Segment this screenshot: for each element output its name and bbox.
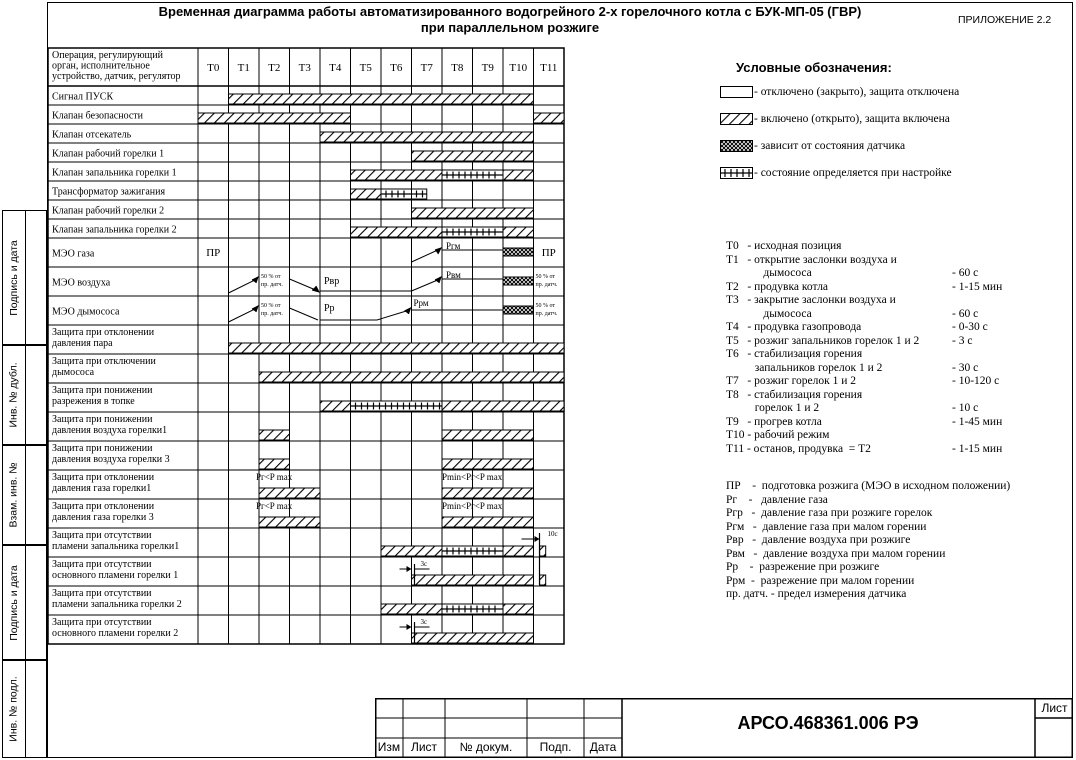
header-label-line: устройство, датчик, регулятор [52, 71, 181, 82]
timing-duration: - 0-30 с [952, 321, 988, 333]
timing-step: горелок 1 и 2 [726, 402, 820, 414]
timing-item [726, 362, 1066, 376]
meo-air-rise-head [252, 277, 258, 283]
pressure-item: Pвр - давление воздуха при розжиге [726, 534, 911, 546]
column-header-t1: T1 [237, 62, 250, 74]
bar-on [442, 488, 534, 498]
bar-on [503, 170, 534, 180]
document-title: Временная диаграмма работы автоматизированного водогрейного 2-х горелочного котла с БУК-МП-05 (ГВР) при параллельном розжиге [158, 4, 862, 35]
meo-gas-arrowhead [435, 248, 441, 254]
bar-on [351, 189, 382, 199]
row-label-line: давления воздуха горелки 3 [52, 454, 170, 465]
flame1-3c-label: 3c [420, 560, 428, 568]
column-header-t8: T8 [451, 62, 464, 74]
row-label-line: Защита при отсутствии [52, 588, 152, 599]
flame1-3c-head [407, 566, 412, 572]
meo-smoke-rise2 [377, 310, 410, 320]
row-label-line: давления газа горелки1 [52, 483, 152, 494]
timing-step: T9 - прогрев котла [726, 415, 822, 428]
gas3-prange-label: Pmin<Pг<P max [442, 501, 503, 511]
bar-on [412, 575, 534, 585]
legend-setting: - состояние определяется при настройке [720, 166, 952, 180]
meo-air-pct-t11-l2: пр. датч. [535, 282, 558, 288]
timing-step: T3 - закрытие заслонки воздуха и [726, 294, 896, 306]
timing-step: запальников горелок 1 и 2 [726, 361, 883, 374]
bar-on [412, 208, 534, 218]
row-label-line: разрежения в топке [52, 396, 135, 407]
bar-on [259, 517, 320, 527]
stamp-col-list: Лист [410, 740, 438, 754]
timing-step: T4 - продувка газопровода [726, 321, 862, 333]
bar-sensor [503, 306, 534, 314]
bar-on [412, 633, 534, 643]
meo-air-rise2-head [435, 277, 441, 283]
row-label-line: Защита при понижении [52, 414, 153, 425]
meo-smoke-pr: Pр [324, 303, 335, 314]
bar-on [442, 517, 534, 527]
timing-item [726, 389, 1066, 403]
timing-item [726, 443, 1066, 457]
bar-on [534, 113, 565, 123]
legend-off: - отключено (закрыто), защита отключена [720, 85, 959, 99]
legend-sensor-swatch [720, 140, 754, 153]
meo-smoke-pct-t11-l1: 50 % от [535, 303, 556, 309]
meo-air-rise2 [412, 279, 441, 291]
bar-on [412, 151, 534, 161]
row-label: МЭО дымососа [52, 306, 120, 318]
row-label: Клапан рабочий горелки 2 [52, 205, 165, 217]
column-header-t3: T3 [298, 62, 311, 74]
side-orig-inv: Инв. № подл. [2, 660, 47, 758]
meo-smoke-pct-t11-l2: пр. датч. [535, 311, 558, 317]
column-header-t5: T5 [359, 62, 372, 74]
timing-item [726, 416, 1066, 430]
flame2-3c-head [407, 624, 412, 630]
timing-item [726, 267, 1066, 281]
timing-item [726, 348, 1066, 362]
pressure-item: Pрм - разрежение при малом горении [726, 574, 915, 587]
timing-item [726, 335, 1066, 349]
timing-step: T7 - розжиг горелок 1 и 2 [726, 375, 857, 387]
bar-on [442, 430, 534, 440]
pressure-item: Pг - давление газа [726, 493, 828, 506]
timing-step: T1 - открытие заслонки воздуха и [726, 253, 897, 266]
bar-on [320, 132, 534, 142]
appendix-label: ПРИЛОЖЕНИЕ 2.2 [958, 14, 1052, 26]
column-header-t7: T7 [420, 62, 433, 74]
column-header-t2: T2 [268, 62, 281, 74]
stamp-col-izm: Изм [377, 740, 401, 754]
legend-on-swatch [720, 113, 754, 126]
pressure-list [726, 480, 1010, 602]
row-label-line: Защита при отсутствии [52, 530, 152, 541]
row-label-line: Защита при отклонении [52, 327, 155, 338]
meo-air-rise [229, 279, 258, 293]
timing-item [726, 429, 1066, 443]
row-label-line: основного пламени горелки 2 [52, 628, 179, 639]
meo-gas-pr-t0: ПР [206, 247, 221, 259]
side-replace-inv: Взам. инв. № [2, 445, 47, 545]
meo-smoke-prm: Pрм [413, 298, 429, 308]
timing-step: T10 - рабочий режим [726, 429, 830, 441]
bar-on [540, 546, 546, 556]
bar-on [540, 575, 546, 585]
timing-duration: - 10-120 с [952, 375, 1000, 387]
side-signature-date-1: Подпись и дата [2, 210, 47, 345]
meo-air-pvm: Pвм [446, 270, 461, 280]
meo-air-pvr: Pвр [324, 276, 340, 287]
pressure-item: Pр - разрежение при розжиге [726, 561, 880, 573]
meo-gas-pgm: Pгм [446, 241, 461, 251]
meo-smoke-rise [229, 308, 258, 322]
row-label-line: дымососа [52, 367, 95, 378]
bar-on [198, 113, 351, 123]
pressure-item: Pвм - давление воздуха при малом горении [726, 547, 946, 560]
column-header-t0: T0 [207, 62, 220, 74]
row-label: МЭО воздуха [52, 277, 111, 289]
bar-on [259, 459, 290, 469]
row-label-line: давления воздуха горелки1 [52, 425, 168, 436]
stamp-col-date: Дата [589, 740, 617, 754]
side-signature-date-2: Подпись и дата [2, 545, 47, 660]
row-label-line: давления газа горелки 3 [52, 512, 154, 523]
timing-step: T5 - розжиг запальников горелок 1 и 2 [726, 334, 920, 347]
stamp-col-sign: Подп. [539, 740, 572, 754]
meo-air-fall-head [312, 286, 319, 292]
timing-item [726, 321, 1066, 335]
column-header-t10: T10 [509, 62, 528, 74]
bar-on [503, 546, 534, 556]
column-header-t11: T11 [540, 62, 558, 74]
row-label: Клапан безопасности [52, 110, 144, 122]
timing-item [726, 294, 1066, 308]
bar-on [351, 170, 443, 180]
flame1-10c-head [535, 536, 540, 542]
sheet-label: Лист [1041, 701, 1068, 715]
legend-on: - включено (открыто), защита включена [720, 112, 950, 126]
timing-duration: - 1-15 мин [952, 280, 1003, 293]
document-code: АРСО.468361.006 РЭ [737, 713, 919, 733]
timing-step: T0 - исходная позиция [726, 240, 842, 252]
row-label: МЭО газа [52, 248, 95, 260]
row-label-line: Защита при понижении [52, 385, 153, 396]
bar-on [259, 430, 290, 440]
row-label: Трансформатор зажигания [52, 186, 166, 198]
legend-title: Условные обозначения: [736, 60, 892, 75]
bar-on [503, 604, 534, 614]
flame1-10c-label: 10c [547, 530, 558, 538]
pressure-item: Pгр - давление газа при розжиге горелок [726, 507, 933, 519]
timing-duration: - 3 с [952, 334, 973, 347]
timing-item [726, 254, 1066, 268]
meo-gas-pr-t11: ПР [541, 247, 556, 259]
timing-step: дымососа [726, 267, 812, 279]
timing-duration: - 30 с [952, 361, 979, 374]
timing-list [726, 240, 1066, 456]
bar-sensor [503, 277, 534, 285]
timing-item [726, 375, 1066, 389]
pressure-item: Pгм - давление газа при малом горении [726, 520, 927, 533]
row-label: Сигнал ПУСК [52, 91, 114, 103]
timing-item [726, 240, 1066, 254]
legend-setting-swatch [720, 167, 754, 180]
row-label-line: Защита при отсутствии [52, 617, 152, 628]
meo-smoke-fall [290, 308, 319, 320]
meo-smoke-rise2-head [405, 308, 411, 314]
gas1-pmax-label: Pг<P max [256, 472, 293, 482]
timing-duration: - 1-15 мин [952, 442, 1003, 455]
row-label-line: пламени запальника горелки 2 [52, 599, 182, 610]
bar-on [381, 546, 442, 556]
row-label-line: Защита при отключении [52, 356, 156, 367]
timing-step: T11 - останов, продувка = T2 [726, 442, 871, 455]
bar-on [381, 604, 442, 614]
timing-item [726, 402, 1066, 416]
legend-sensor: - зависит от состояния датчика [720, 139, 905, 153]
gas3-pmax-label: Pг<P max [256, 501, 293, 511]
stamp-col-doc: № докум. [459, 740, 513, 754]
pressure-item: ПР - подготовка розжига (МЭО в исходном положении) [726, 480, 1011, 492]
meo-smoke-pct-t2-l1: 50 % от [261, 303, 281, 309]
column-header-t4: T4 [329, 62, 342, 74]
side-dup-inv: Инв. № дубл. [2, 345, 47, 445]
bar-on [442, 459, 534, 469]
column-header-t6: T6 [390, 62, 403, 74]
bar-sensor [503, 248, 534, 256]
timing-duration: - 60 с [952, 267, 979, 279]
row-label-line: Защита при отсутствии [52, 559, 152, 570]
bar-on [442, 401, 564, 411]
meo-air-pct-t2-l1: 50 % от [261, 274, 281, 280]
gas1-prange-label: Pmin<Pг<P max [442, 472, 503, 482]
row-label-line: Защита при отклонении [52, 472, 155, 483]
row-label: Клапан отсекатель [52, 129, 132, 141]
row-label-line: Защита при понижении [52, 443, 153, 454]
bar-on [259, 372, 564, 382]
bar-on [351, 227, 443, 237]
flame2-3c-label: 3c [420, 618, 428, 626]
legend-off-swatch [720, 86, 754, 99]
header-label-line: Операция, регулирующий [52, 50, 163, 61]
row-label: Клапан рабочий горелки 1 [52, 148, 165, 160]
pressure-item: пр. датч. - предел измерения датчика [726, 588, 907, 600]
timing-step: T8 - стабилизация горения [726, 388, 863, 401]
timing-duration: - 10 с [952, 402, 979, 414]
row-label: Клапан запальника горелки 1 [52, 167, 177, 179]
header-label-line: орган, исполнительное [52, 60, 150, 72]
timing-duration: - 1-45 мин [952, 415, 1003, 428]
timing-step: дымососа [726, 307, 812, 320]
column-header-t9: T9 [481, 62, 494, 74]
timing-duration: - 60 с [952, 307, 979, 320]
timing-step: T6 - стабилизация горения [726, 348, 863, 360]
bar-on [229, 94, 534, 104]
bar-on [229, 343, 565, 353]
timing-item [726, 308, 1066, 322]
timing-step: T2 - продувка котла [726, 280, 829, 293]
row-label-line: давления пара [52, 338, 113, 349]
bar-on [320, 401, 351, 411]
row-label-line: Защита при отклонении [52, 501, 155, 512]
timing-item [726, 281, 1066, 295]
meo-smoke-pct-t2-l2: пр. датч. [261, 311, 283, 317]
row-label-line: пламени запальника горелки1 [52, 541, 180, 552]
meo-air-pct-t2-l2: пр. датч. [261, 282, 283, 288]
row-label: Клапан запальника горелки 2 [52, 224, 177, 236]
bar-on [503, 227, 534, 237]
meo-smoke-rise-head [252, 306, 258, 312]
bar-on [259, 488, 320, 498]
meo-air-pct-t11-l1: 50 % от [535, 274, 556, 280]
row-label-line: основного пламени горелки 1 [52, 570, 179, 581]
